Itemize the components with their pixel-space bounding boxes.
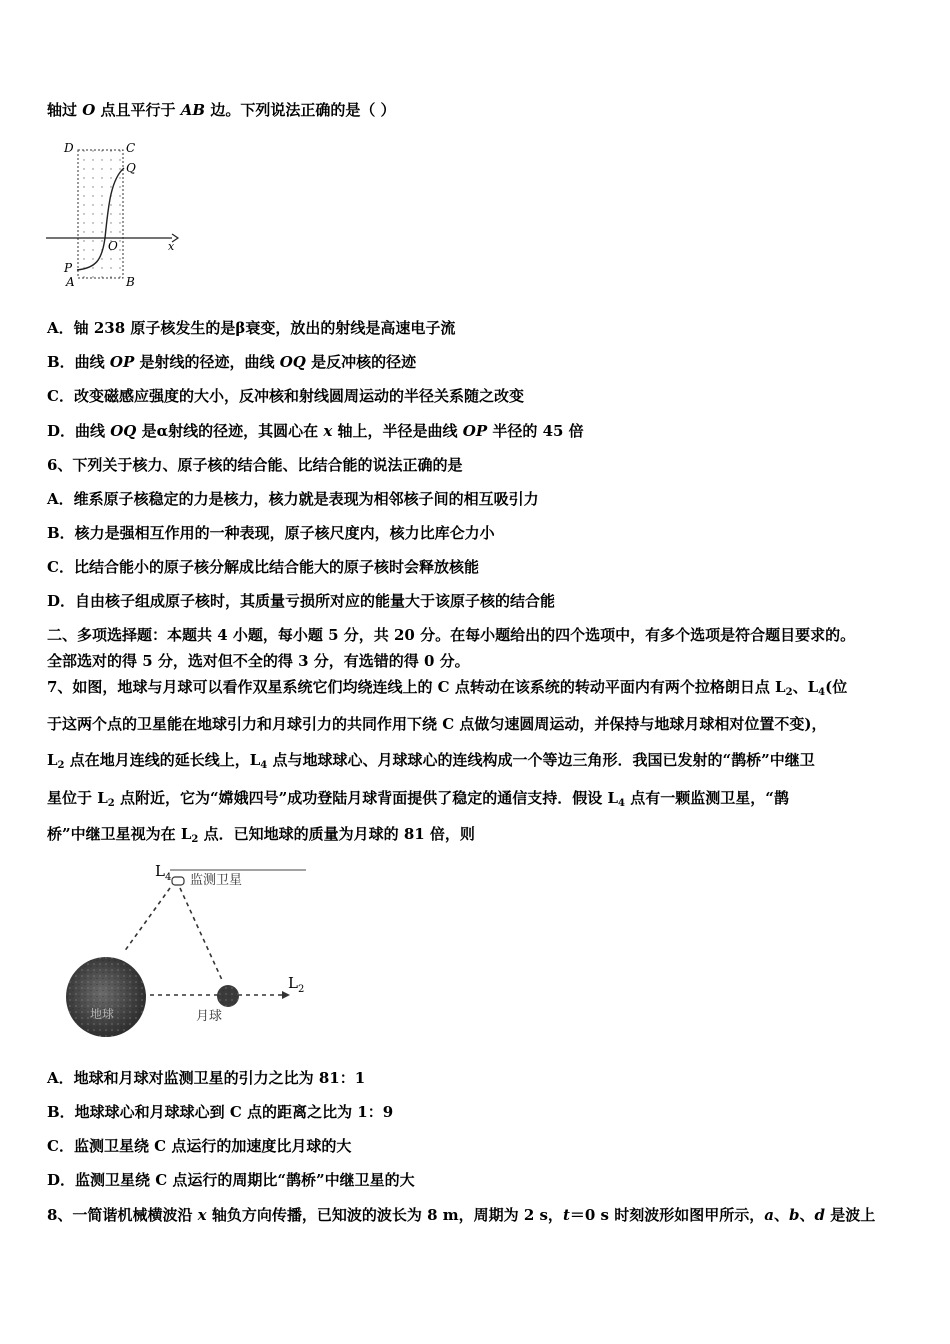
- label-B: B: [126, 275, 135, 289]
- q7-option-c: C．监测卫星绕 C 点运行的加速度比月球的大: [47, 1137, 352, 1155]
- q6-option-d: D．自由核子组成原子核时，其质量亏损所对应的能量大于该原子核的结合能: [47, 592, 556, 610]
- q5-option-d: D．曲线 OQ 是α射线的径迹，其圆心在 x 轴上，半径是曲线 OP 半径的 45 倍: [47, 422, 584, 440]
- track-figure: [44, 138, 184, 290]
- label-C: C: [126, 141, 136, 155]
- label-x: x: [168, 240, 175, 253]
- l4-label: $L_4$: [155, 862, 172, 883]
- q8-stem: 8、一简谐机械横波沿 x 轴负方向传播，已知波的波长为 8 m，周期为 2 s，t＝0 s 时刻波形如图甲所示，a、b、d 是波上: [47, 1206, 876, 1224]
- earth-moon-figure: [62, 860, 312, 1060]
- q7-option-b: B．地球球心和月球球心到 C 点的距离之比为 1：9: [47, 1103, 394, 1121]
- q7-stem-line3: $L_2$ 点在地月连线的延长线上，$L_4$ 点与地球球心、月球球心的连线构成一个等边三角形．我国已发射的“鹊桥”中继卫: [47, 751, 815, 771]
- q5-option-b: B．曲线 OP 是射线的径迹，曲线 OQ 是反冲核的径迹: [47, 353, 417, 371]
- q7-stem-line1: 7、如图，地球与月球可以看作双星系统它们均绕连线上的 C 点转动在该系统的转动平面内有两个拉格朗日点 $L_2$、$L_4$(位: [47, 678, 848, 698]
- dotted-rectangle: [78, 150, 123, 278]
- label-O: O: [108, 239, 118, 253]
- moon-label: 月球: [196, 1009, 223, 1024]
- intro-line: 轴过 O 点且平行于 AB 边。下列说法正确的是（ ）: [47, 101, 396, 119]
- l4-earth-line: [124, 888, 170, 952]
- satellite-icon: [172, 877, 184, 885]
- q7-option-d: D．监测卫星绕 C 点运行的周期比“鹊桥”中继卫星的大: [47, 1171, 415, 1189]
- q7-stem-line5: 桥”中继卫星视为在 $L_2$ 点．已知地球的质量为月球的 81 倍，则: [47, 825, 475, 845]
- earth-label: 地球: [90, 1007, 115, 1021]
- section2-line1: 二、多项选择题：本题共 4 小题，每小题 5 分，共 20 分。在每小题给出的四个选项中，有多个选项是符合题目要求的。: [47, 626, 856, 644]
- l2-arrow-icon: [282, 991, 290, 999]
- q7-stem-line4: 星位于 $L_2$ 点附近，它为“嫦娥四号”成功登陆月球背面提供了稳定的通信支持．假设 $L_4$ 点有一颗监测卫星，“鹊: [47, 789, 789, 809]
- label-P: P: [64, 261, 73, 275]
- label-Q: Q: [126, 161, 136, 175]
- satellite-label: 监测卫星: [190, 873, 243, 888]
- q6-option-c: C．比结合能小的原子核分解成比结合能大的原子核时会释放核能: [47, 558, 479, 576]
- q6-option-a: A．维系原子核稳定的力是核力，核力就是表现为相邻核子间的相互吸引力: [47, 490, 539, 508]
- q5-option-c: C．改变磁感应强度的大小，反冲核和射线圆周运动的半径关系随之改变: [47, 387, 524, 405]
- q7-option-a: A．地球和月球对监测卫星的引力之比为 81：1: [47, 1069, 366, 1087]
- label-D: D: [64, 141, 74, 155]
- l4-moon-line: [180, 888, 222, 980]
- l2-label: $L_2$: [288, 974, 305, 995]
- section2-line2: 全部选对的得 5 分，选对但不全的得 3 分，有选错的得 0 分。: [47, 652, 470, 670]
- q7-stem-line2: 于这两个点的卫星能在地球引力和月球引力的共同作用下绕 C 点做匀速圆周运动，并保持与地球月球相对位置不变)，: [47, 715, 827, 733]
- label-A: A: [66, 275, 75, 289]
- q6-stem: 6、下列关于核力、原子核的结合能、比结合能的说法正确的是: [47, 456, 463, 474]
- q5-option-a: A．铀 238 原子核发生的是β衰变，放出的射线是高速电子流: [47, 319, 456, 337]
- q6-option-b: B．核力是强相互作用的一种表现，原子核尺度内，核力比库仑力小: [47, 524, 495, 542]
